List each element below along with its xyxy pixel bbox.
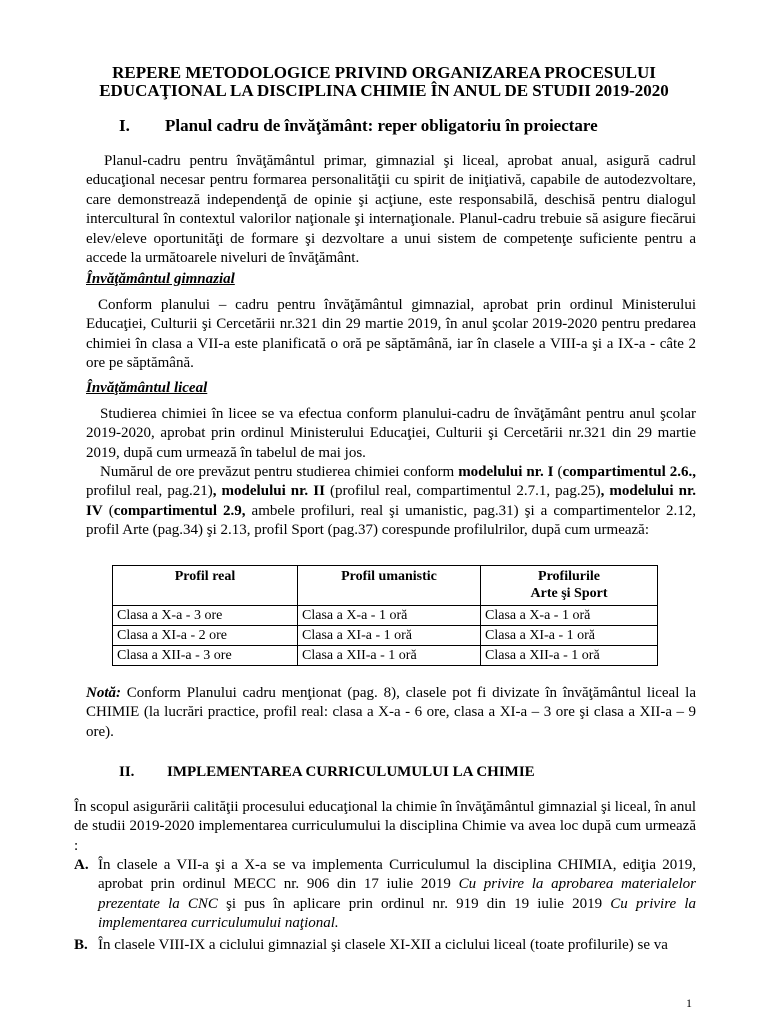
list-marker: A. xyxy=(74,857,89,873)
hours-text-1: Numărul de ore prevăzut pentru studierea chimiei conform xyxy=(100,464,459,480)
hours-bold-1: modelului nr. I xyxy=(458,464,554,480)
table-cell: Clasa a X-a - 3 ore xyxy=(113,606,298,626)
item-a-text-2: şi pus în aplicare prin ordinul nr. 919 din 19 iulie 2019 xyxy=(217,895,611,912)
hours-text-6: ambele profiluri, real şi umanistic, pag.31) şi a compartimentelor 2.12, profil Arte (pag.34) şi 2.13, profil Sport (pag.37) corespunde profilulrilor, după cum urmează: xyxy=(86,502,696,539)
hours-bold-2: compartimentul 2.6., xyxy=(562,464,696,480)
hours-bold-4: , modelului nr. IV xyxy=(86,483,697,519)
note-text: Conform Planului cadru menţionat (pag. 8), clasele pot fi divizate în învăţământul liceal la CHIMIE (la lucrări practice, profil real: clasa a X-a - 6 ore, clasa a XI-a – 3 ore şi clasa a XII-a – 9 ore). xyxy=(86,685,696,740)
table-row xyxy=(113,626,658,646)
table-header-cell: Profil umanistic xyxy=(298,566,481,606)
hours-text-5: ( xyxy=(102,502,114,519)
table-cell: Clasa a XI-a - 1 oră xyxy=(298,626,481,646)
hours-bold-3: , modelului nr. II xyxy=(212,483,325,500)
item-a-text-1: În clasele a VII-a şi a X-a se va implementa Curriculumul la disciplina CHIMIA, ediţia 2019, aprobat prin ordinul MECC nr. 906 din 17 iulie 2019 xyxy=(98,857,696,893)
list-marker: B. xyxy=(74,936,88,953)
item-b-text: În clasele VIII-IX a ciclului gimnazial şi clasele XI-XII a ciclului liceal (toate profilurile) se va xyxy=(98,936,668,953)
hours-table xyxy=(112,565,658,666)
section-2-number: II. xyxy=(119,764,135,780)
hours-text-4: (profilul real, compartimentul 2.7.1, pag.25) xyxy=(324,483,601,500)
table-cell: Clasa a XII-a - 1 oră xyxy=(481,646,658,666)
item-a-italic-2: Cu privire la implementarea curriculumului naţional. xyxy=(98,895,696,932)
hours-text-3: profilul real, pag.21) xyxy=(86,483,213,500)
section-1-heading xyxy=(119,116,598,136)
section-1-title: Planul cadru de învăţământ: reper obligatoriu în proiectare xyxy=(165,116,598,135)
table-row xyxy=(113,606,658,626)
list-item xyxy=(74,856,696,934)
table-header-row xyxy=(113,566,658,606)
hours-text-2: ( xyxy=(553,464,563,480)
gimnazial-heading: Învăţământul gimnazial xyxy=(86,271,235,287)
liceal-paragraph: Studierea chimiei în licee se va efectua conform planului-cadru de învăţământ pentru anul şcolar 2019-2020, aprobat prin ordinul Ministerului Educaţiei, Culturii şi Cercetării nr.321 din 29 martie 2019, după cum urmează în tabelul de mai jos. xyxy=(86,406,696,461)
document-title-line-2: EDUCAŢIONAL LA DISCIPLINA CHIMIE ÎN ANUL DE STUDII 2019-2020 xyxy=(99,81,669,100)
list-item xyxy=(74,936,696,955)
table-cell: Clasa a X-a - 1 oră xyxy=(481,606,658,626)
section-2-title: IMPLEMENTAREA CURRICULUMULUI LA CHIMIE xyxy=(167,764,535,780)
hours-bold-5: compartimentul 2.9, xyxy=(113,502,246,519)
table-cell: Clasa a XI-a - 1 oră xyxy=(481,626,658,646)
table-header-line-1: Profilurile xyxy=(538,569,600,584)
document-title-line-1: REPERE METODOLOGICE PRIVIND ORGANIZAREA PROCESULUI xyxy=(112,63,656,82)
item-a-italic-1: Cu privire la aprobarea materialelor prezentate la CNC xyxy=(98,876,696,912)
table-header-cell xyxy=(481,566,658,606)
table-header-line-2: Arte şi Sport xyxy=(530,586,608,601)
page-number: 1 xyxy=(686,996,692,1010)
section-2-heading xyxy=(119,764,535,781)
table-row xyxy=(113,646,658,666)
table-cell: Clasa a XI-a - 2 ore xyxy=(113,626,298,646)
gimnazial-paragraph: Conform planului – cadru pentru învăţământul gimnazial, aprobat prin ordinul Ministerului Educaţiei, Culturii şi Cercetării nr.321 din 29 martie 2019, în anul şcolar 2019-2020 pentru predarea chimiei în clasa a VII-a este planificată o oră pe săptămână, iar în clasele a VIII-a şi a IX-a - câte 2 ore pe săptămână. xyxy=(86,297,696,372)
implementation-list xyxy=(74,856,696,955)
table-cell: Clasa a XII-a - 1 oră xyxy=(298,646,481,666)
table-header-cell: Profil real xyxy=(113,566,298,606)
section-2-intro: În scopul asigurării calităţii procesului educaţional la chimie în învăţământul gimnazial şi liceal, în anul de studii 2019-2020 implementarea curriculumului la disciplina Chimie va avea loc după cum urmează : xyxy=(74,799,696,854)
hours-paragraph xyxy=(86,463,696,541)
liceal-heading: Învăţământul liceal xyxy=(86,380,208,396)
intro-paragraph: Planul-cadru pentru învăţământul primar, gimnazial şi liceal, aprobat anual, asigură cadrul educaţional necesar pentru formarea personalităţii cu spirit de iniţiativă, capabile de autodezvoltare, care demonstrează independenţă de opinie şi acţiune, este responsabilă, deschisă pentru dialogul intercultural în contextul valorilor naţionale şi internaţionale. Planul-cadru trebuie să asigure fiecărui elev/eleve oportunităţi de formare şi dezvoltare a unui sistem de competenţe suficiente pentru a accede la următoarele niveluri de învăţământ. xyxy=(86,153,696,267)
table-cell: Clasa a XII-a - 3 ore xyxy=(113,646,298,666)
section-1-number: I. xyxy=(119,116,130,135)
note-label: Notă: xyxy=(86,685,121,701)
note-paragraph xyxy=(86,684,696,742)
table-cell: Clasa a X-a - 1 oră xyxy=(298,606,481,626)
